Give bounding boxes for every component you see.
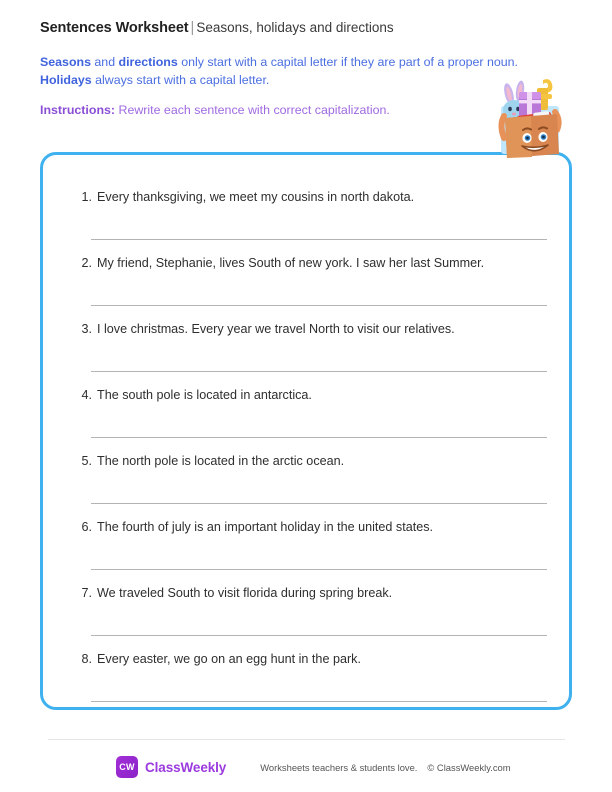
list-item — [43, 247, 569, 313]
item-sentence: I love christmas. Every year we travel North to visit our relatives. — [97, 322, 455, 336]
sentence-row — [76, 577, 549, 601]
sentence-row — [76, 181, 549, 205]
list-item — [43, 445, 569, 511]
lesson-note-body: only start with a capital letter if they are part of a proper noun. — [177, 55, 518, 69]
brand-logo[interactable] — [116, 756, 226, 778]
sentence-row — [76, 643, 549, 667]
classweekly-logo-icon: CW — [116, 756, 138, 778]
page-title-separator: | — [190, 20, 195, 36]
lesson-note-and: and — [90, 55, 119, 69]
worksheet-card — [40, 152, 572, 710]
item-number: 5. — [81, 454, 92, 468]
item-sentence: The fourth of july is an important holiday in the united states. — [97, 520, 434, 534]
lesson-rule-note — [40, 54, 540, 89]
item-sentence: Every thanksgiving, we meet my cousins in north dakota. — [97, 190, 415, 204]
sentence-row — [76, 313, 549, 337]
sentence-row — [76, 445, 549, 469]
answer-write-line[interactable] — [91, 569, 547, 570]
answer-write-line[interactable] — [91, 239, 547, 240]
item-sentence: We traveled South to visit florida during spring break. — [97, 586, 393, 600]
sentence-row — [76, 379, 549, 403]
item-number: 3. — [81, 322, 92, 336]
lesson-note-tail: always start with a capital letter. — [91, 72, 270, 87]
gift-bag-character-icon — [487, 72, 573, 164]
answer-write-line[interactable] — [91, 371, 547, 372]
list-item — [43, 577, 569, 643]
sentence-list — [43, 155, 569, 709]
lesson-note-directions: directions — [118, 55, 178, 69]
footer-divider — [48, 739, 565, 740]
lesson-note-seasons: Seasons — [40, 55, 91, 69]
page-title — [40, 18, 572, 38]
item-number: 7. — [81, 586, 92, 600]
page-footer — [48, 752, 565, 782]
answer-write-line[interactable] — [91, 635, 547, 636]
list-item — [43, 313, 569, 379]
brand-name: ClassWeekly — [145, 759, 227, 775]
item-sentence: My friend, Stephanie, lives South of new york. I saw her last Summer. — [97, 256, 485, 270]
item-number: 6. — [81, 520, 92, 534]
list-item — [43, 181, 569, 247]
sentence-row — [76, 247, 549, 271]
instructions-text: Rewrite each sentence with correct capitalization. — [115, 103, 390, 117]
page-title-subtitle: Seasons, holidays and directions — [196, 20, 394, 35]
sentence-row — [76, 511, 549, 535]
instructions-label: Instructions: — [40, 103, 116, 117]
footer-copyright: © ClassWeekly.com — [427, 761, 511, 773]
answer-write-line[interactable] — [91, 701, 547, 702]
answer-write-line[interactable] — [91, 437, 547, 438]
page-title-main: Sentences Worksheet — [40, 20, 189, 36]
item-sentence: The south pole is located in antarctica. — [97, 388, 312, 402]
list-item — [43, 643, 569, 709]
item-sentence: Every easter, we go on an egg hunt in the park. — [97, 652, 361, 666]
item-number: 4. — [81, 388, 92, 402]
footer-tagline: Worksheets teachers & students love. — [260, 761, 418, 773]
answer-write-line[interactable] — [91, 503, 547, 504]
lesson-note-holidays: Holidays — [40, 72, 92, 87]
list-item — [43, 511, 569, 577]
list-item — [43, 379, 569, 445]
answer-write-line[interactable] — [91, 305, 547, 306]
item-sentence: The north pole is located in the arctic ocean. — [97, 454, 345, 468]
item-number: 2. — [81, 256, 92, 270]
item-number: 1. — [81, 190, 92, 204]
item-number: 8. — [81, 652, 92, 666]
